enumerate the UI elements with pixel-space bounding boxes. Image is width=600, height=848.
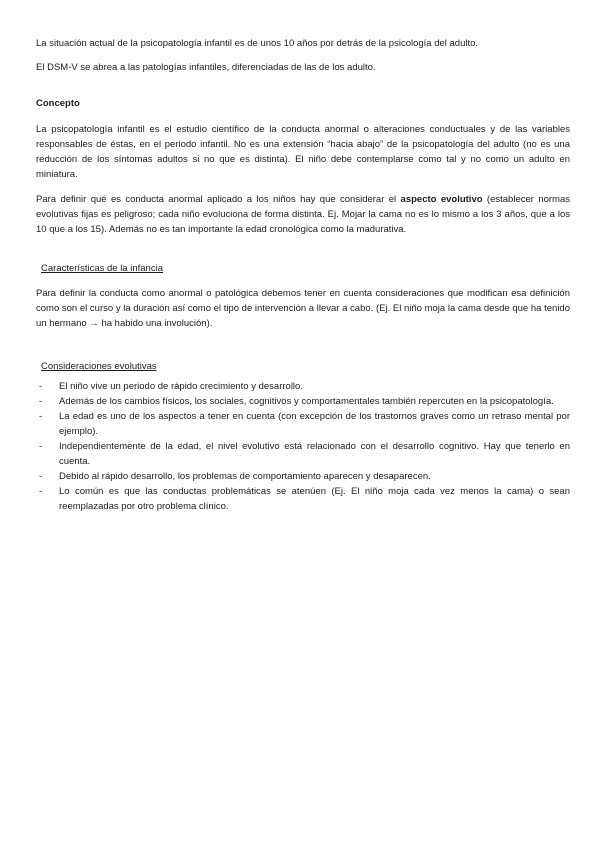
list-item-text: El niño vive un periodo de rápido crecimiento y desarrollo. [59,381,303,392]
bullet-dash: - [39,441,43,452]
bullet-dash: - [39,486,43,497]
bullet-dash: - [39,396,43,407]
heading-caracteristicas-infancia: Características de la infancia [41,263,163,274]
paragraph-concepto-definition: La psicopatología infantil es el estudio científico de la conducta anormal o alteraciones conductuales y de las variables responsables de éstas, en el periodo infantil. No es una extensión “hacia abajo” de la psicopatología del adulto (no es una reducción de los síntomas adultos si no que es distinta). El niño debe contemplarse como tal y no como un adulto en miniatura. [36,124,570,180]
list-item-text: Lo común es que las conductas problemáticas se atenúen (Ej. El niño moja cada vez menos la cama) o sean reemplazadas por otro problema clínico. [59,486,570,512]
list-item-text: Independientemente de la edad, el nivel evolutivo está relacionado con el desarrollo cognitivo. Hay que tenerlo en cuenta. [59,441,570,467]
intro-line-1: La situación actual de la psicopatología infantil es de unos 10 años por detrás de la psicología del adulto. [36,38,479,49]
list-item [36,469,570,484]
bullet-dash: - [39,411,43,422]
paragraph-caracteristicas: Para definir la conducta como anormal o patológica debemos tener en cuenta consideraciones que modifican esa definición como son el curso y la duración así como el tipo de intervención a llevar a cabo. (Ej. El niño moja la cama desde que ha tenido un hermano → ha habido una involución). [36,288,570,329]
bullet-dash: - [39,471,43,482]
list-item [36,394,570,409]
paragraph-segment-bold: aspecto evolutivo [400,194,483,205]
paragraph-segment-before: Para definir qué es conducta anormal aplicado a los niños hay que considerar el [36,194,401,205]
paragraph-concepto-aspecto-evolutivo [36,192,570,237]
heading-consideraciones-evolutivas: Consideraciones evolutivas [41,361,157,372]
list-item [36,484,570,514]
heading-concepto: Concepto [36,98,80,109]
list-item [36,439,570,469]
intro-line-2: El DSM-V se abrea a las patologías infantiles, diferenciadas de las de los adulto. [36,62,376,73]
paragraph-segment-after: (establecer normas evolutivas fijas es peligroso; cada niño evoluciona de forma distinta. Ej. Mojar la cama no es lo mismo a los 3 años, que a los 10 que a los 15). Además no es tan importante la edad cronológica como la madurativa. [36,194,570,235]
list-item-text: Debido al rápido desarrollo, los problemas de comportamiento aparecen y desaparecen. [59,471,431,482]
list-item [36,379,570,394]
list-item-text: Además de los cambios físicos, los sociales, cognitivos y comportamentales también repercuten en la psicopatología. [59,396,554,407]
list-item [36,409,570,439]
bullet-dash: - [39,381,43,392]
list-item-text: La edad es uno de los aspectos a tener en cuenta (con excepción de los trastornos graves como un retraso mental por ejemplo). [59,411,570,437]
consideraciones-bullet-list [36,379,570,514]
